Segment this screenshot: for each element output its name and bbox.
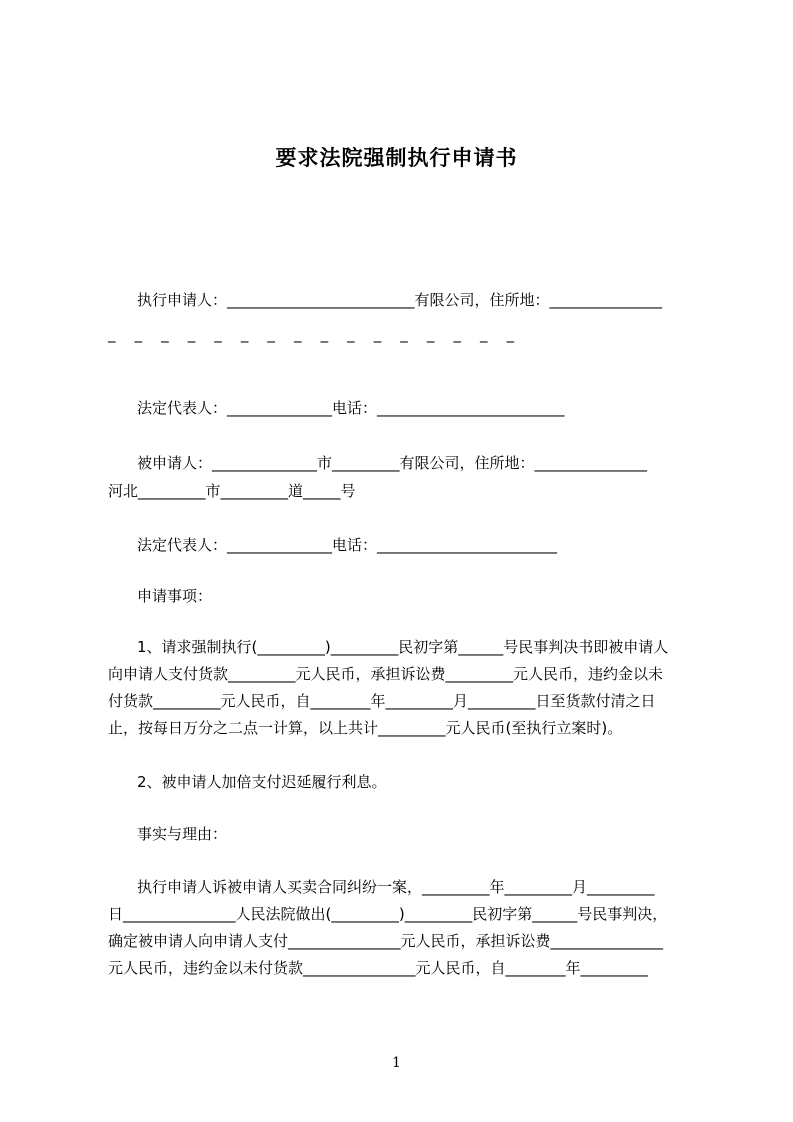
request-item-1-line-4: 止，按每日万分之二点一计算，以上共计_________元人民币(至执行立案时)。: [108, 719, 623, 737]
request-item-1-line-1: 1、请求强制执行(_________)_________民初字第______号民事判决书即被申请人: [137, 638, 669, 656]
facts-line-2: 日_______________人民法院做出(_________)_________民初字第______号民事判决，: [108, 905, 668, 923]
page-number: 1: [392, 1055, 401, 1071]
request-heading: 申请事项：: [137, 587, 213, 605]
applicant-address-dashes: _ _ _ _ _ _ _ _ _ _ _ _ _ _ _ _: [108, 325, 515, 343]
request-item-2: 2、被申请人加倍支付迟延履行利息。: [137, 773, 387, 791]
request-item-1-line-3: 付货款_________元人民币，自________年_________月_________日至货款付清之日: [108, 692, 656, 710]
respondent-address-line: 河北_________市_________道_____号: [108, 482, 356, 500]
document-title: 要求法院强制执行申请书: [275, 146, 518, 170]
facts-line-4: 元人民币，违约金以未付货款_______________元人民币，自________年_________: [108, 959, 649, 977]
applicant-line: 执行申请人：_________________________有限公司，住所地：_______________: [137, 291, 663, 309]
facts-heading: 事实与理由：: [137, 825, 228, 843]
facts-line-1: 执行申请人诉被申请人买卖合同纠纷一案，_________年_________月_________: [137, 878, 655, 896]
facts-line-3: 确定被申请人向申请人支付_______________元人民币，承担诉讼费_______________: [108, 932, 664, 950]
applicant-rep-line: 法定代表人：______________电话：_________________________: [137, 399, 565, 417]
respondent-line: 被申请人：______________市_________有限公司，住所地：_______________: [137, 454, 648, 472]
request-item-1-line-2: 向申请人支付货款_________元人民币，承担诉讼费_________元人民币，违约金以未: [108, 665, 664, 683]
respondent-rep-line: 法定代表人：______________电话：________________________: [137, 536, 558, 554]
